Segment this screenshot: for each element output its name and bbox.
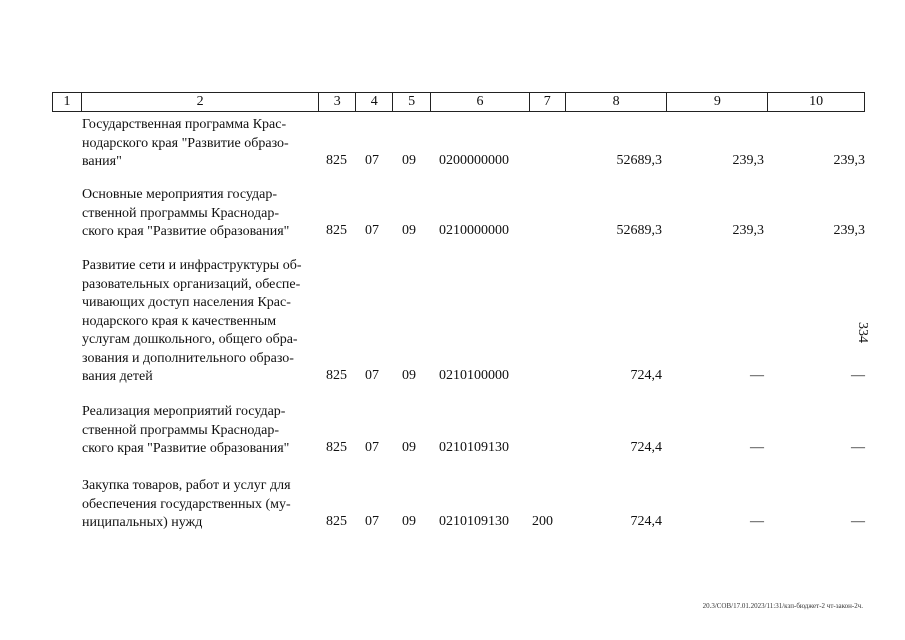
row-description: Государственная программа Крас- нодарского края "Развитие образо- вания" — [82, 117, 289, 169]
cell-amount-2: — — [750, 514, 764, 529]
cell-amount: 52689,3 — [616, 223, 662, 238]
header-col-7: 7 — [530, 93, 566, 111]
table-header — [52, 92, 865, 112]
cell-pr: 09 — [402, 153, 416, 168]
cell-amount-3: — — [851, 440, 865, 455]
cell-csr: 0200000000 — [439, 153, 509, 168]
header-col-4: 4 — [356, 93, 393, 111]
page-number: 334 — [855, 322, 870, 343]
header-col-5: 5 — [393, 93, 431, 111]
header-col-6: 6 — [431, 93, 530, 111]
cell-amount-2: 239,3 — [732, 153, 764, 168]
cell-csr: 0210109130 — [439, 440, 509, 455]
document-footer: 20.3/СОВ/17.01.2023/11:31/кзп-бюджет-2 чт-закон-2ч. — [702, 602, 863, 610]
cell-amount: 52689,3 — [616, 153, 662, 168]
cell-amount-2: — — [750, 368, 764, 383]
cell-ved: 825 — [326, 440, 347, 455]
cell-pr: 09 — [402, 223, 416, 238]
row-description: Закупка товаров, работ и услуг для обеспечения государственных (му- ниципальных) нужд — [82, 478, 291, 530]
cell-ved: 825 — [326, 514, 347, 529]
cell-amount: 724,4 — [630, 368, 662, 383]
cell-amount-2: — — [750, 440, 764, 455]
cell-amount-3: 239,3 — [833, 223, 865, 238]
cell-rz: 07 — [365, 223, 379, 238]
cell-amount: 724,4 — [630, 440, 662, 455]
cell-amount: 724,4 — [630, 514, 662, 529]
header-col-10: 10 — [809, 94, 824, 109]
cell-pr: 09 — [402, 514, 416, 529]
row-description: Основные мероприятия государ- ственной программы Краснодар- ского края "Развитие образования" — [82, 187, 290, 239]
cell-rz: 07 — [365, 368, 379, 383]
cell-ved: 825 — [326, 223, 347, 238]
cell-csr: 0210109130 — [439, 514, 509, 529]
cell-amount-2: 239,3 — [732, 223, 764, 238]
header-col-8: 8 — [566, 93, 668, 111]
cell-csr: 0210000000 — [439, 223, 509, 238]
cell-ved: 825 — [326, 153, 347, 168]
cell-ved: 825 — [326, 368, 347, 383]
cell-amount-3: — — [851, 514, 865, 529]
cell-amount-3: 239,3 — [833, 153, 865, 168]
cell-pr: 09 — [402, 440, 416, 455]
cell-amount-3: — — [851, 368, 865, 383]
cell-pr: 09 — [402, 368, 416, 383]
cell-rz: 07 — [365, 153, 379, 168]
row-description: Реализация мероприятий государ- ственной программы Краснодар- ского края "Развитие образования" — [82, 404, 290, 456]
header-col-1: 1 — [53, 93, 82, 111]
row-description: Развитие сети и инфраструктуры об- разовательных организаций, обеспе- чивающих доступ населения Крас- нодарского края к качественным услугам дошкольного, общего обра- зования и дополнительного образо- вания детей — [82, 258, 302, 384]
header-col-2: 2 — [82, 93, 319, 111]
cell-rz: 07 — [365, 440, 379, 455]
cell-vr: 200 — [532, 514, 553, 529]
cell-csr: 0210100000 — [439, 368, 509, 383]
cell-rz: 07 — [365, 514, 379, 529]
header-col-3: 3 — [319, 93, 356, 111]
header-col-9: 9 — [667, 93, 768, 111]
